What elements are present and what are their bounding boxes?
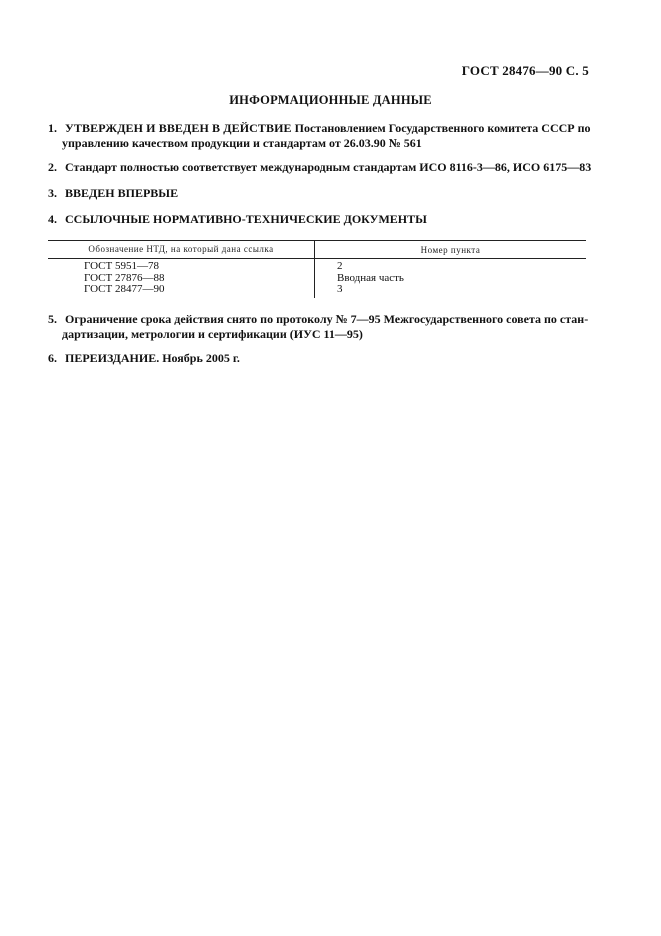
table-header-clause: Номер пункта — [420, 244, 481, 255]
table-column-doc — [48, 259, 315, 298]
item-text-continued: дартизации, метрологии и сертификации (ИУС 11—95) — [62, 327, 363, 341]
table-column-clause — [315, 259, 586, 298]
item-number: 2. — [48, 160, 57, 174]
table-cell-doc: ГОСТ 27876—88 — [84, 271, 165, 284]
table-cell-doc: ГОСТ 5951—78 — [84, 260, 159, 272]
info-item-3 — [48, 186, 593, 201]
item-text-continued: управлению качеством продукции и стандартам от 26.03.90 № 561 — [62, 136, 422, 150]
item-text: Постановлением Государственного комитета СССР по — [294, 121, 591, 135]
item-number: 1. — [48, 121, 57, 135]
item-text: Ограничение срока действия снято по протоколу № 7—95 Межгосударственного совета по стан- — [65, 312, 589, 326]
item-text: ВВЕДЕН ВПЕРВЫЕ — [65, 186, 179, 200]
table-cell-doc: ГОСТ 28477—90 — [84, 283, 165, 295]
table-cell-clause: 2 — [337, 260, 343, 272]
page-header-ref: ГОСТ 28476—90 С. 5 — [461, 63, 589, 78]
item-lead: УТВЕРЖДЕН И ВВЕДЕН В ДЕЙСТВИЕ — [65, 121, 292, 135]
item-text: ССЫЛОЧНЫЕ НОРМАТИВНО-ТЕХНИЧЕСКИЕ ДОКУМЕНТЫ — [65, 212, 427, 226]
table-header-row — [48, 241, 586, 259]
table-header-doc: Обозначение НТД, на который дана ссылка — [48, 241, 315, 258]
info-item-4 — [48, 212, 593, 227]
item-text: ПЕРЕИЗДАНИЕ. Ноябрь 2005 г. — [65, 351, 240, 365]
reference-table — [48, 240, 586, 298]
item-number: 4. — [48, 212, 57, 226]
table-cell-clause: Вводная часть — [337, 271, 404, 284]
table-cell-clause: 3 — [337, 283, 343, 295]
item-number: 3. — [48, 186, 57, 200]
info-item-2 — [48, 160, 593, 175]
item-number: 6. — [48, 351, 57, 365]
doc-title: ИНФОРМАЦИОННЫЕ ДАННЫЕ — [229, 93, 432, 107]
info-item-6 — [48, 351, 593, 366]
item-text: Стандарт полностью соответствует международным стандартам ИСО 8116-3—86, ИСО 6175—83 — [65, 160, 592, 174]
table-body — [48, 259, 586, 298]
item-number: 5. — [48, 312, 57, 326]
info-item-1 — [48, 121, 593, 151]
info-item-5 — [48, 312, 593, 342]
